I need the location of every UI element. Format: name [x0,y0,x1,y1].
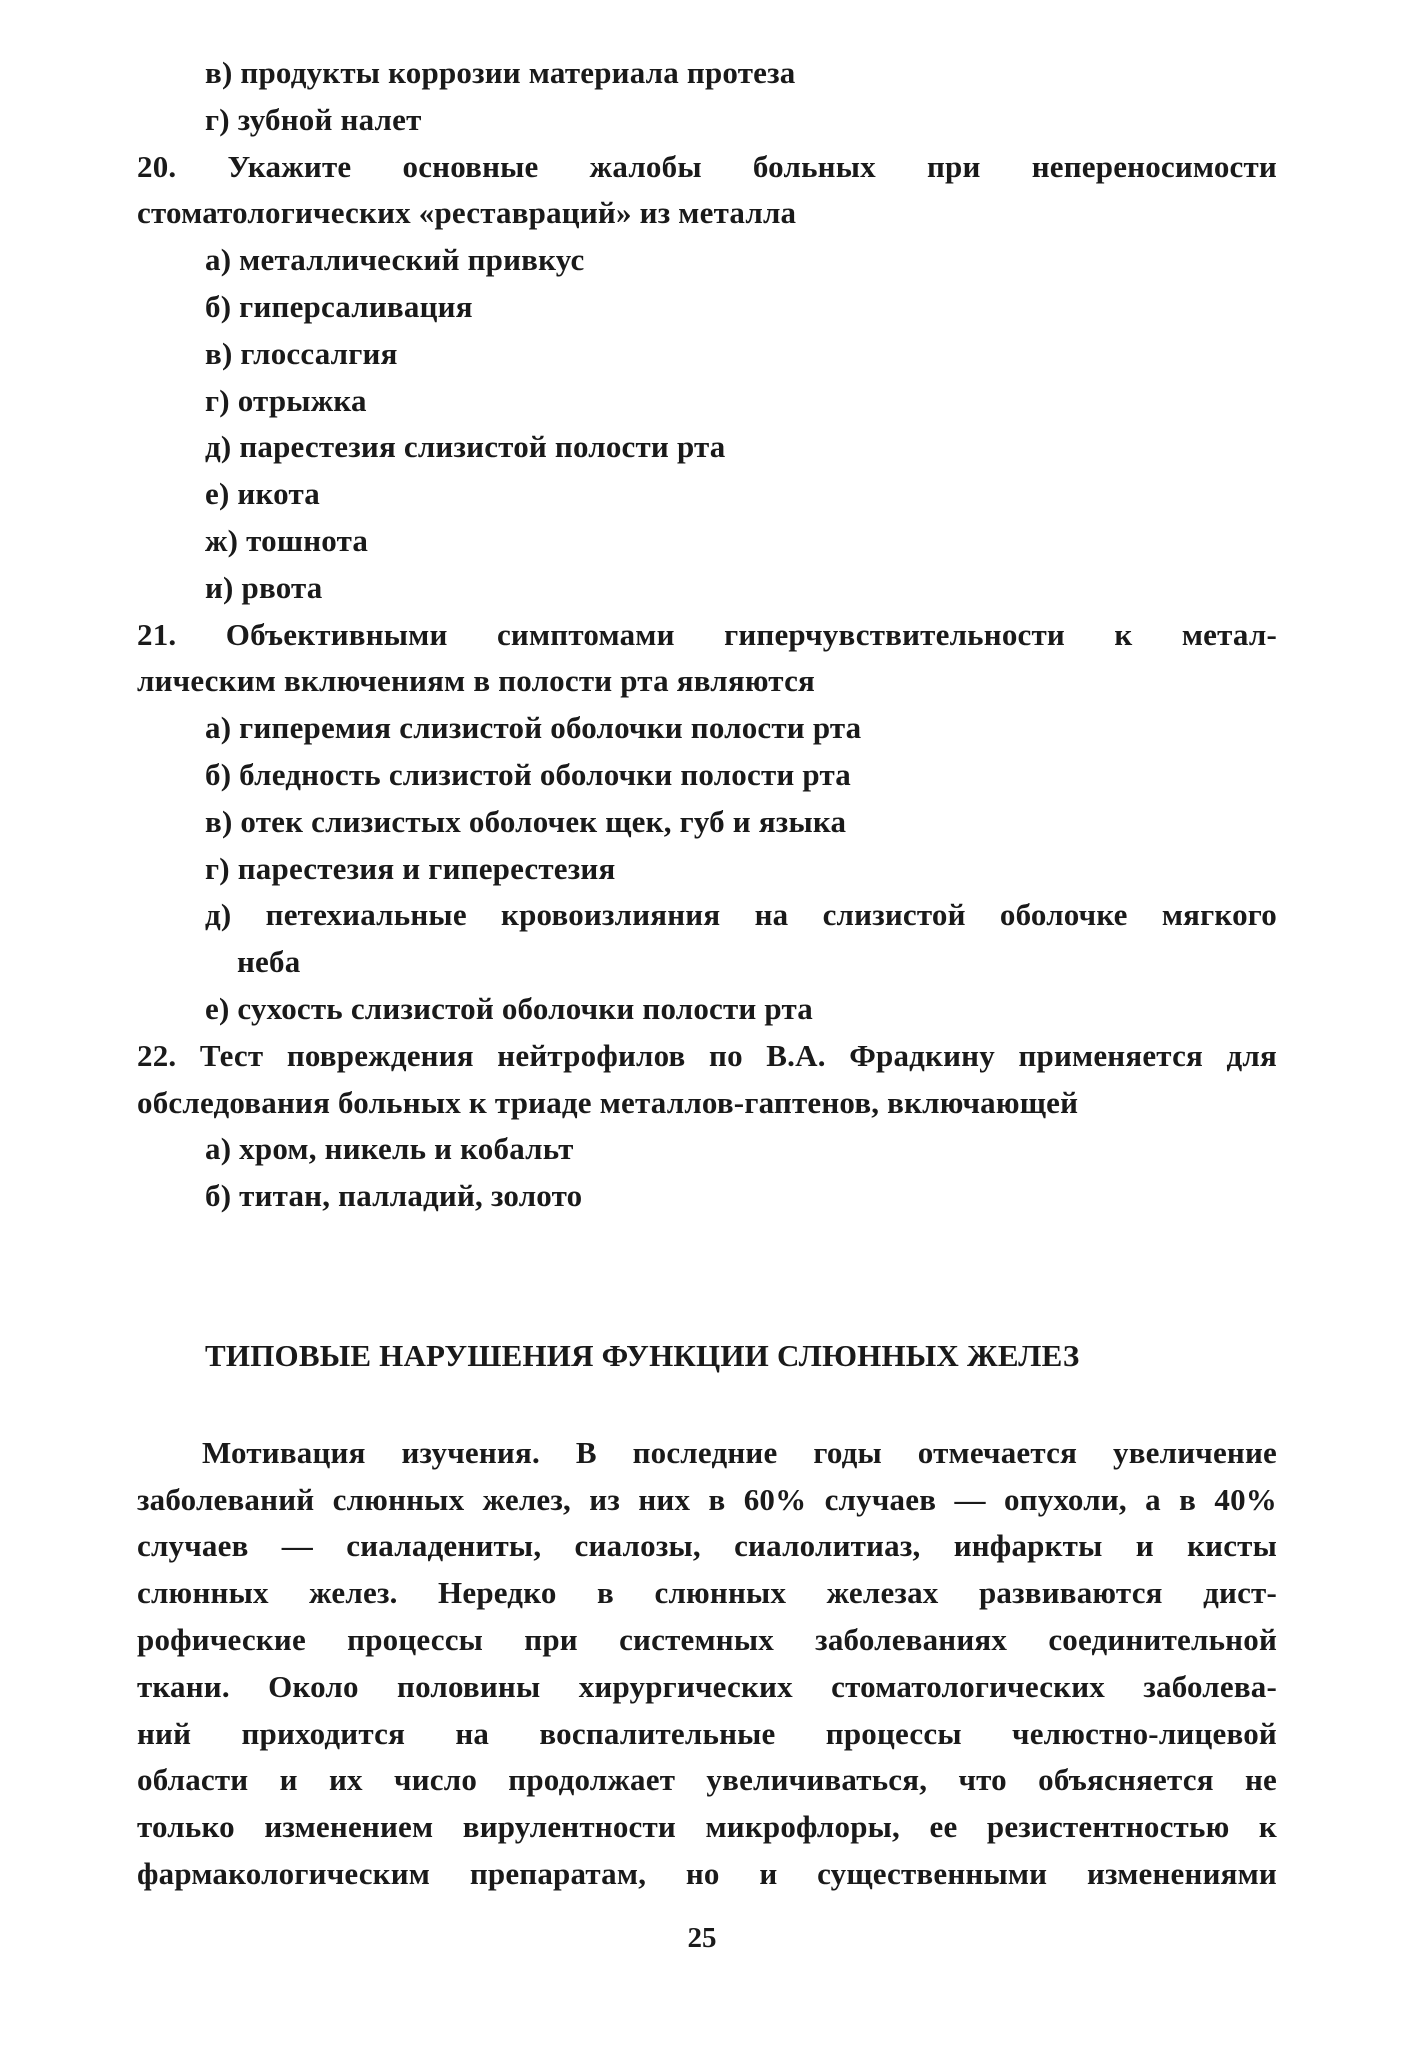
question-22-line-1: 22. Тест повреждения нейтрофилов по В.А. Фрадкину применяется для [137,1037,1277,1073]
question-21-line-2: лическим включениям в полости рта являются [137,663,816,699]
heading-spacer [137,1380,1277,1430]
paragraph-line-6: ткани. Около половины хирургических стоматологических заболева- [137,1668,1277,1704]
paragraph-line-5: рофические процессы при системных заболеваниях соединительной [137,1621,1277,1657]
option-20a: а) металлический привкус [205,242,585,278]
option-21a: а) гиперемия слизистой оболочки полости рта [205,710,862,746]
question-22-line-2: обследования больных к триаде металлов-гаптенов, включающей [137,1084,1079,1120]
option-21d: д) петехиальные кровоизлияния на слизистой оболочке мягкого [205,897,1277,933]
paragraph-line-7: ний приходится на воспалительные процессы челюстно-лицевой [137,1715,1277,1751]
option-22a: а) хром, никель и кобальт [205,1131,574,1167]
option-20b: б) гиперсаливация [205,288,473,324]
option-21v: в) отек слизистых оболочек щек, губ и языка [205,803,847,839]
paragraph-line-10: фармакологическим препаратам, но и существенными изменениями [137,1855,1277,1891]
option-19v: в) продукты коррозии материала протеза [205,55,796,90]
page-number: 25 [687,1922,717,1954]
option-21e: е) сухость слизистой оболочки полости рта [205,990,813,1026]
option-20d: д) парестезия слизистой полости рта [205,429,726,465]
page-content [137,50,1277,1898]
option-20e: е) икота [205,476,320,512]
option-20v: в) глоссалгия [205,335,398,371]
paragraph-line-2: заболеваний слюнных желез, из них в 60% случаев — опухоли, а в 40% [137,1481,1277,1517]
option-21d-continuation: неба [237,944,301,980]
paragraph-line-1: Мотивация изучения. В последние годы отмечается увеличение [202,1434,1277,1470]
paragraph-line-9: только изменением вирулентности микрофлоры, ее резистентностью к [137,1809,1277,1845]
question-20-line-2: стоматологических «реставраций» из металла [137,195,797,231]
paragraph-line-4: слюнных желез. Нередко в слюнных железах развиваются дист- [137,1575,1277,1611]
paragraph-line-3: случаев — сиаладениты, сиалозы, сиалолитиаз, инфаркты и кисты [137,1528,1277,1564]
option-20g: г) отрыжка [205,382,367,418]
option-20zh: ж) тошнота [205,522,369,558]
option-21b: б) бледность слизистой оболочки полости рта [205,756,851,792]
option-19g: г) зубной налет [205,101,422,137]
paragraph-line-8: области и их число продолжает увеличиваться, что объясняется не [137,1762,1277,1798]
option-20i: и) рвота [205,569,323,605]
option-22b: б) титан, палладий, золото [205,1178,583,1214]
question-20-line-1: 20. Укажите основные жалобы больных при непереносимости [137,148,1277,184]
section-heading: ТИПОВЫЕ НАРУШЕНИЯ ФУНКЦИИ СЛЮННЫХ ЖЕЛЕЗ [205,1337,1080,1373]
option-21g: г) парестезия и гиперестезия [205,850,616,886]
section-spacer [137,1220,1277,1333]
question-21-line-1: 21. Объективными симптомами гиперчувствительности к метал- [137,616,1277,652]
